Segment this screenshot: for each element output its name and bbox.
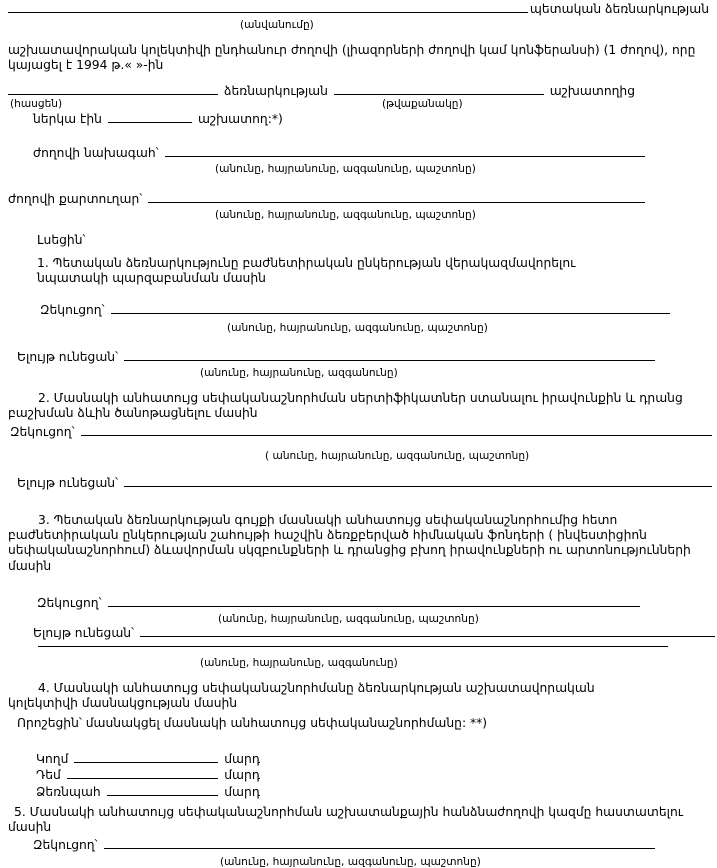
- present-row: [33, 112, 283, 127]
- spoke-caption-3: (անունը, հայրանունը, ազգանունը): [200, 657, 398, 669]
- chairman-name-blank-line[interactable]: [165, 153, 645, 157]
- vote-abstain-row: [36, 785, 260, 800]
- name-caption: (անվանումը): [240, 19, 314, 31]
- spoke-label-2: Ելույթ ունեցան՝: [17, 476, 119, 490]
- vote-against-label: Դեմ: [36, 768, 61, 782]
- speaker-row-1: [40, 303, 670, 318]
- speaker-name-blank-line-3[interactable]: [108, 603, 640, 607]
- vote-for-count-blank-line[interactable]: [74, 759, 218, 763]
- worker-count-blank-line[interactable]: [334, 91, 544, 95]
- vote-against-count-blank-line[interactable]: [67, 775, 218, 779]
- speaker-caption-1: (անունը, հայրանունը, ազգանունը, պաշտոնը): [227, 322, 488, 334]
- speaker-row-5: [33, 838, 655, 853]
- speaker-name-blank-line-1[interactable]: [111, 310, 670, 314]
- spoke-blank-line-2[interactable]: [124, 483, 712, 487]
- spoke-row-3: [33, 626, 715, 641]
- speaker-label-1: Զեկուցող՝: [40, 303, 105, 317]
- present-label: ներկա էին: [33, 112, 102, 126]
- vote-for-label: Կողմ: [36, 752, 69, 766]
- decided-line: Որոշեցին՝ մասնակցել մասնակի անհատույց սեփականաշնորհմանը: **): [17, 716, 488, 730]
- secretary-name-caption: (անունը, հայրանունը, ազգանունը, պաշտոնը): [215, 209, 476, 221]
- address-caption: (հասցեն): [10, 98, 63, 110]
- enterprise-name-blank-line[interactable]: [8, 9, 528, 13]
- state-enterprise-label: պետական ձեռնարկության: [529, 2, 709, 16]
- present-workers-suffix: աշխատող:*): [197, 112, 283, 126]
- workers-from-label: աշխատողից: [549, 84, 635, 98]
- meeting-chairman-label: ժողովի նախագահ՝: [33, 146, 159, 160]
- enterprise-address-blank-line[interactable]: [8, 91, 218, 95]
- speaker-row-3: [37, 596, 640, 611]
- vote-against-row: [36, 768, 260, 783]
- vote-abstain-label: Ձեռնպահ: [36, 785, 101, 799]
- speaker-row-2: [10, 425, 712, 440]
- spoke-continuation-blank-line[interactable]: [38, 641, 668, 647]
- present-count-blank-line[interactable]: [108, 119, 192, 123]
- speaker-name-blank-line-2[interactable]: [81, 432, 712, 436]
- speaker-caption-3: (անունը, հայրանունը, ազգանունը, պաշտոնը): [218, 613, 479, 625]
- spoke-label-3: Ելույթ ունեցան՝: [33, 626, 135, 640]
- agenda-item-2: 2. Մասնակի անհատույց սեփականաշնորհման սերտիֆիկատներ ստանալու իրավունքին և դրանց բաշխման ձևին ծանոթացնելու մասին: [8, 391, 683, 421]
- chairman-row: [33, 146, 645, 161]
- people-label: մարդ: [224, 752, 260, 766]
- speaker-label-3: Զեկուցող՝: [37, 596, 102, 610]
- spoke-label-1: Ելույթ ունեցան՝: [17, 350, 119, 364]
- speaker-caption-5: (անունը, հայրանունը, ազգանունը, պաշտոնը): [220, 856, 481, 868]
- enterprise-address-row: [8, 84, 635, 99]
- spoke-row-1: [17, 350, 655, 365]
- chairman-name-caption: (անունը, հայրանունը, ազգանունը, պաշտոնը): [215, 163, 476, 175]
- spoke-blank-line-1[interactable]: [124, 357, 655, 361]
- enterprise-name-row: [8, 2, 709, 17]
- speaker-name-blank-line-5[interactable]: [104, 845, 655, 849]
- agenda-item-5: 5. Մասնակի անհատույց սեփականաշնորհման աշխատանքային հանձնաժողովի կազմը հաստատելու մասին: [8, 805, 684, 835]
- people-label: մարդ: [224, 785, 260, 799]
- agenda-item-3: 3. Պետական ձեռնարկության գույքի մասնակի անհատույց սեփականաշնորհումից հետո բաժնետիրական ընկերության շահույթի հաշվին ձեռքբերված հիմնական ֆոնդերի ( ինվեստիցիոն սեփականաշնորհում) ձևավորման սկզբունքների և դրանցից բխող իրավունքների ու արտոնությունների մասին: [8, 513, 691, 573]
- secretary-row: [8, 192, 645, 207]
- vote-abstain-count-blank-line[interactable]: [107, 792, 219, 796]
- people-label: մարդ: [224, 768, 260, 782]
- spoke-row-2: [17, 476, 712, 491]
- agenda-item-4: 4. Մասնակի անհատույց սեփականաշնորհմանը ձեռնարկության աշխատավորական կոլեկտիվի մասնակցության մասին: [8, 681, 595, 711]
- intro-paragraph: աշխատավորական կոլեկտիվի ընդհանուր ժողովի (լիազորների ժողովի կամ կոնֆերանսի) (1 ժողով), որը կայացել է 1994 թ.« »-ին: [8, 43, 696, 73]
- enterprise-label: ձեռնարկության: [224, 84, 328, 98]
- speaker-label-2: Զեկուցող՝: [10, 425, 75, 439]
- agenda-item-1: 1. Պետական ձեռնարկությունը բաժնետիրական ընկերության վերակազմավորելու նպատակի պարզաբանման մասին: [37, 256, 576, 286]
- spoke-blank-line-3[interactable]: [140, 633, 715, 637]
- secretary-name-blank-line[interactable]: [148, 199, 645, 203]
- spoke-caption-1: (անունը, հայրանունը, ազգանունը): [200, 367, 398, 379]
- heard-label: Լսեցին՝: [37, 233, 86, 247]
- meeting-secretary-label: ժողովի քարտուղար՝: [8, 192, 143, 206]
- speaker-caption-2: ( անունը, հայրանունը, ազգանունը, պաշտոնը): [265, 450, 530, 462]
- vote-for-row: [36, 752, 260, 767]
- count-caption: (թվաքանակը): [382, 98, 463, 110]
- speaker-label-5: Զեկուցող՝: [33, 838, 98, 852]
